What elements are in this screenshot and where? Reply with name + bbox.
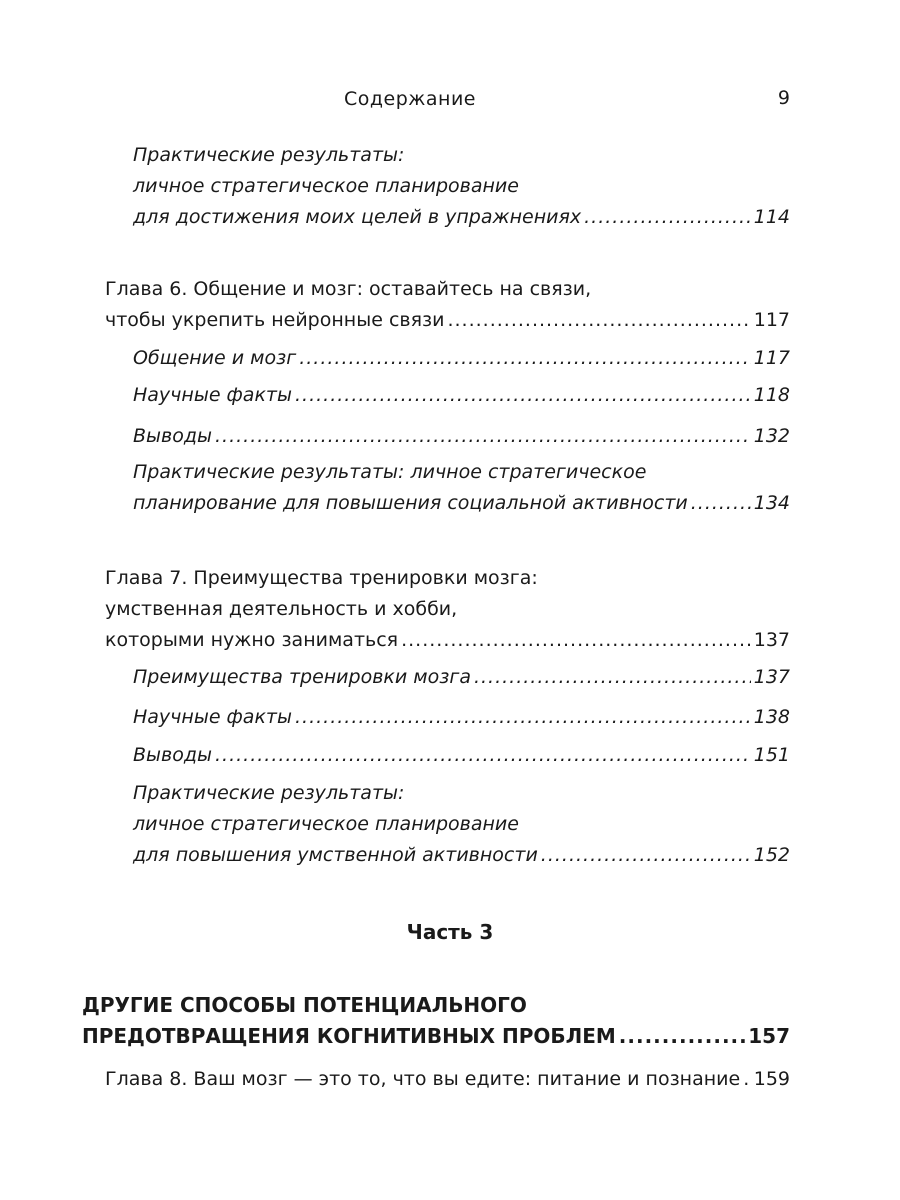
entry-line: Научные факты (133, 384, 292, 406)
dot-leader (584, 202, 751, 233)
entry-line: Преимущества тренировки мозга (133, 666, 471, 688)
toc-entry-conclusions-6 (0, 421, 900, 452)
entry-line: Глава 7. Преимущества тренировки мозга: (105, 567, 538, 589)
toc-entry-conclusions-7 (0, 740, 900, 771)
toc-entry-practical-results-mental (0, 778, 900, 871)
entry-line: Практические результаты: (133, 144, 405, 166)
dot-leader (401, 625, 751, 656)
entry-line: чтобы укрепить нейронные связи (105, 309, 445, 331)
toc-entry-chapter-7 (0, 563, 900, 656)
page-number: 134 (753, 492, 790, 514)
page-number: 137 (753, 629, 790, 651)
entry-line: Глава 6. Общение и мозг: оставайтесь на связи, (105, 278, 592, 300)
page-number: 118 (753, 384, 790, 406)
header-title: Содержание (344, 88, 476, 110)
entry-line: ДРУГИЕ СПОСОБЫ ПОТЕНЦИАЛЬНОГО (82, 993, 527, 1017)
toc-entry-practical-results-exercise (0, 140, 900, 233)
entry-line: которыми нужно заниматься (105, 629, 399, 651)
page-number: 157 (748, 1024, 790, 1048)
page-number: 117 (753, 347, 790, 369)
dot-leader (299, 343, 751, 374)
entry-line: Глава 8. Ваш мозг — это то, что вы едите: питание и познание (105, 1068, 741, 1090)
dot-leader (295, 380, 751, 411)
toc-entry-chapter-8 (0, 1064, 900, 1095)
entry-line: ПРЕДОТВРАЩЕНИЯ КОГНИТИВНЫХ ПРОБЛЕМ (82, 1024, 616, 1048)
entry-line: личное стратегическое планирование (133, 813, 519, 835)
dot-leader (474, 662, 751, 693)
page-number: 159 (753, 1068, 790, 1090)
entry-line: Практические результаты: личное стратегическое (133, 461, 647, 483)
toc-entry-communication-brain (0, 343, 900, 374)
page-number: 132 (753, 425, 790, 447)
entry-line: личное стратегическое планирование (133, 175, 519, 197)
dot-leader (541, 840, 751, 871)
part-label: Часть 3 (406, 920, 494, 944)
header-page-number: 9 (777, 87, 790, 109)
page-number: 137 (753, 666, 790, 688)
entry-line: Практические результаты: (133, 782, 405, 804)
dot-leader (295, 702, 751, 733)
page-number: 114 (753, 206, 790, 228)
page-number: 151 (753, 744, 790, 766)
toc-entry-chapter-6 (0, 274, 900, 336)
toc-entry-practical-results-social (0, 457, 900, 519)
page-number: 117 (753, 309, 790, 331)
entry-line: для повышения умственной активности (133, 844, 538, 866)
toc-entry-scientific-facts-6 (0, 380, 900, 411)
entry-line: планирование для повышения социальной активности (133, 492, 688, 514)
toc-entry-part-3-title (0, 990, 900, 1052)
dot-leader (447, 305, 750, 336)
dot-leader (743, 1064, 751, 1095)
page-number: 152 (753, 844, 790, 866)
dot-leader (215, 740, 751, 771)
dot-leader (215, 421, 751, 452)
entry-line: для достижения моих целей в упражнениях (133, 206, 582, 228)
entry-line: Научные факты (133, 706, 292, 728)
entry-line: Общение и мозг (133, 347, 297, 369)
dot-leader (691, 488, 751, 519)
toc-entry-scientific-facts-7 (0, 702, 900, 733)
page-number: 138 (753, 706, 790, 728)
entry-line: Выводы (133, 744, 212, 766)
entry-line: умственная деятельность и хобби, (105, 598, 458, 620)
dot-leader (619, 1021, 745, 1052)
toc-entry-brain-training-benefits (0, 662, 900, 693)
entry-line: Выводы (133, 425, 212, 447)
